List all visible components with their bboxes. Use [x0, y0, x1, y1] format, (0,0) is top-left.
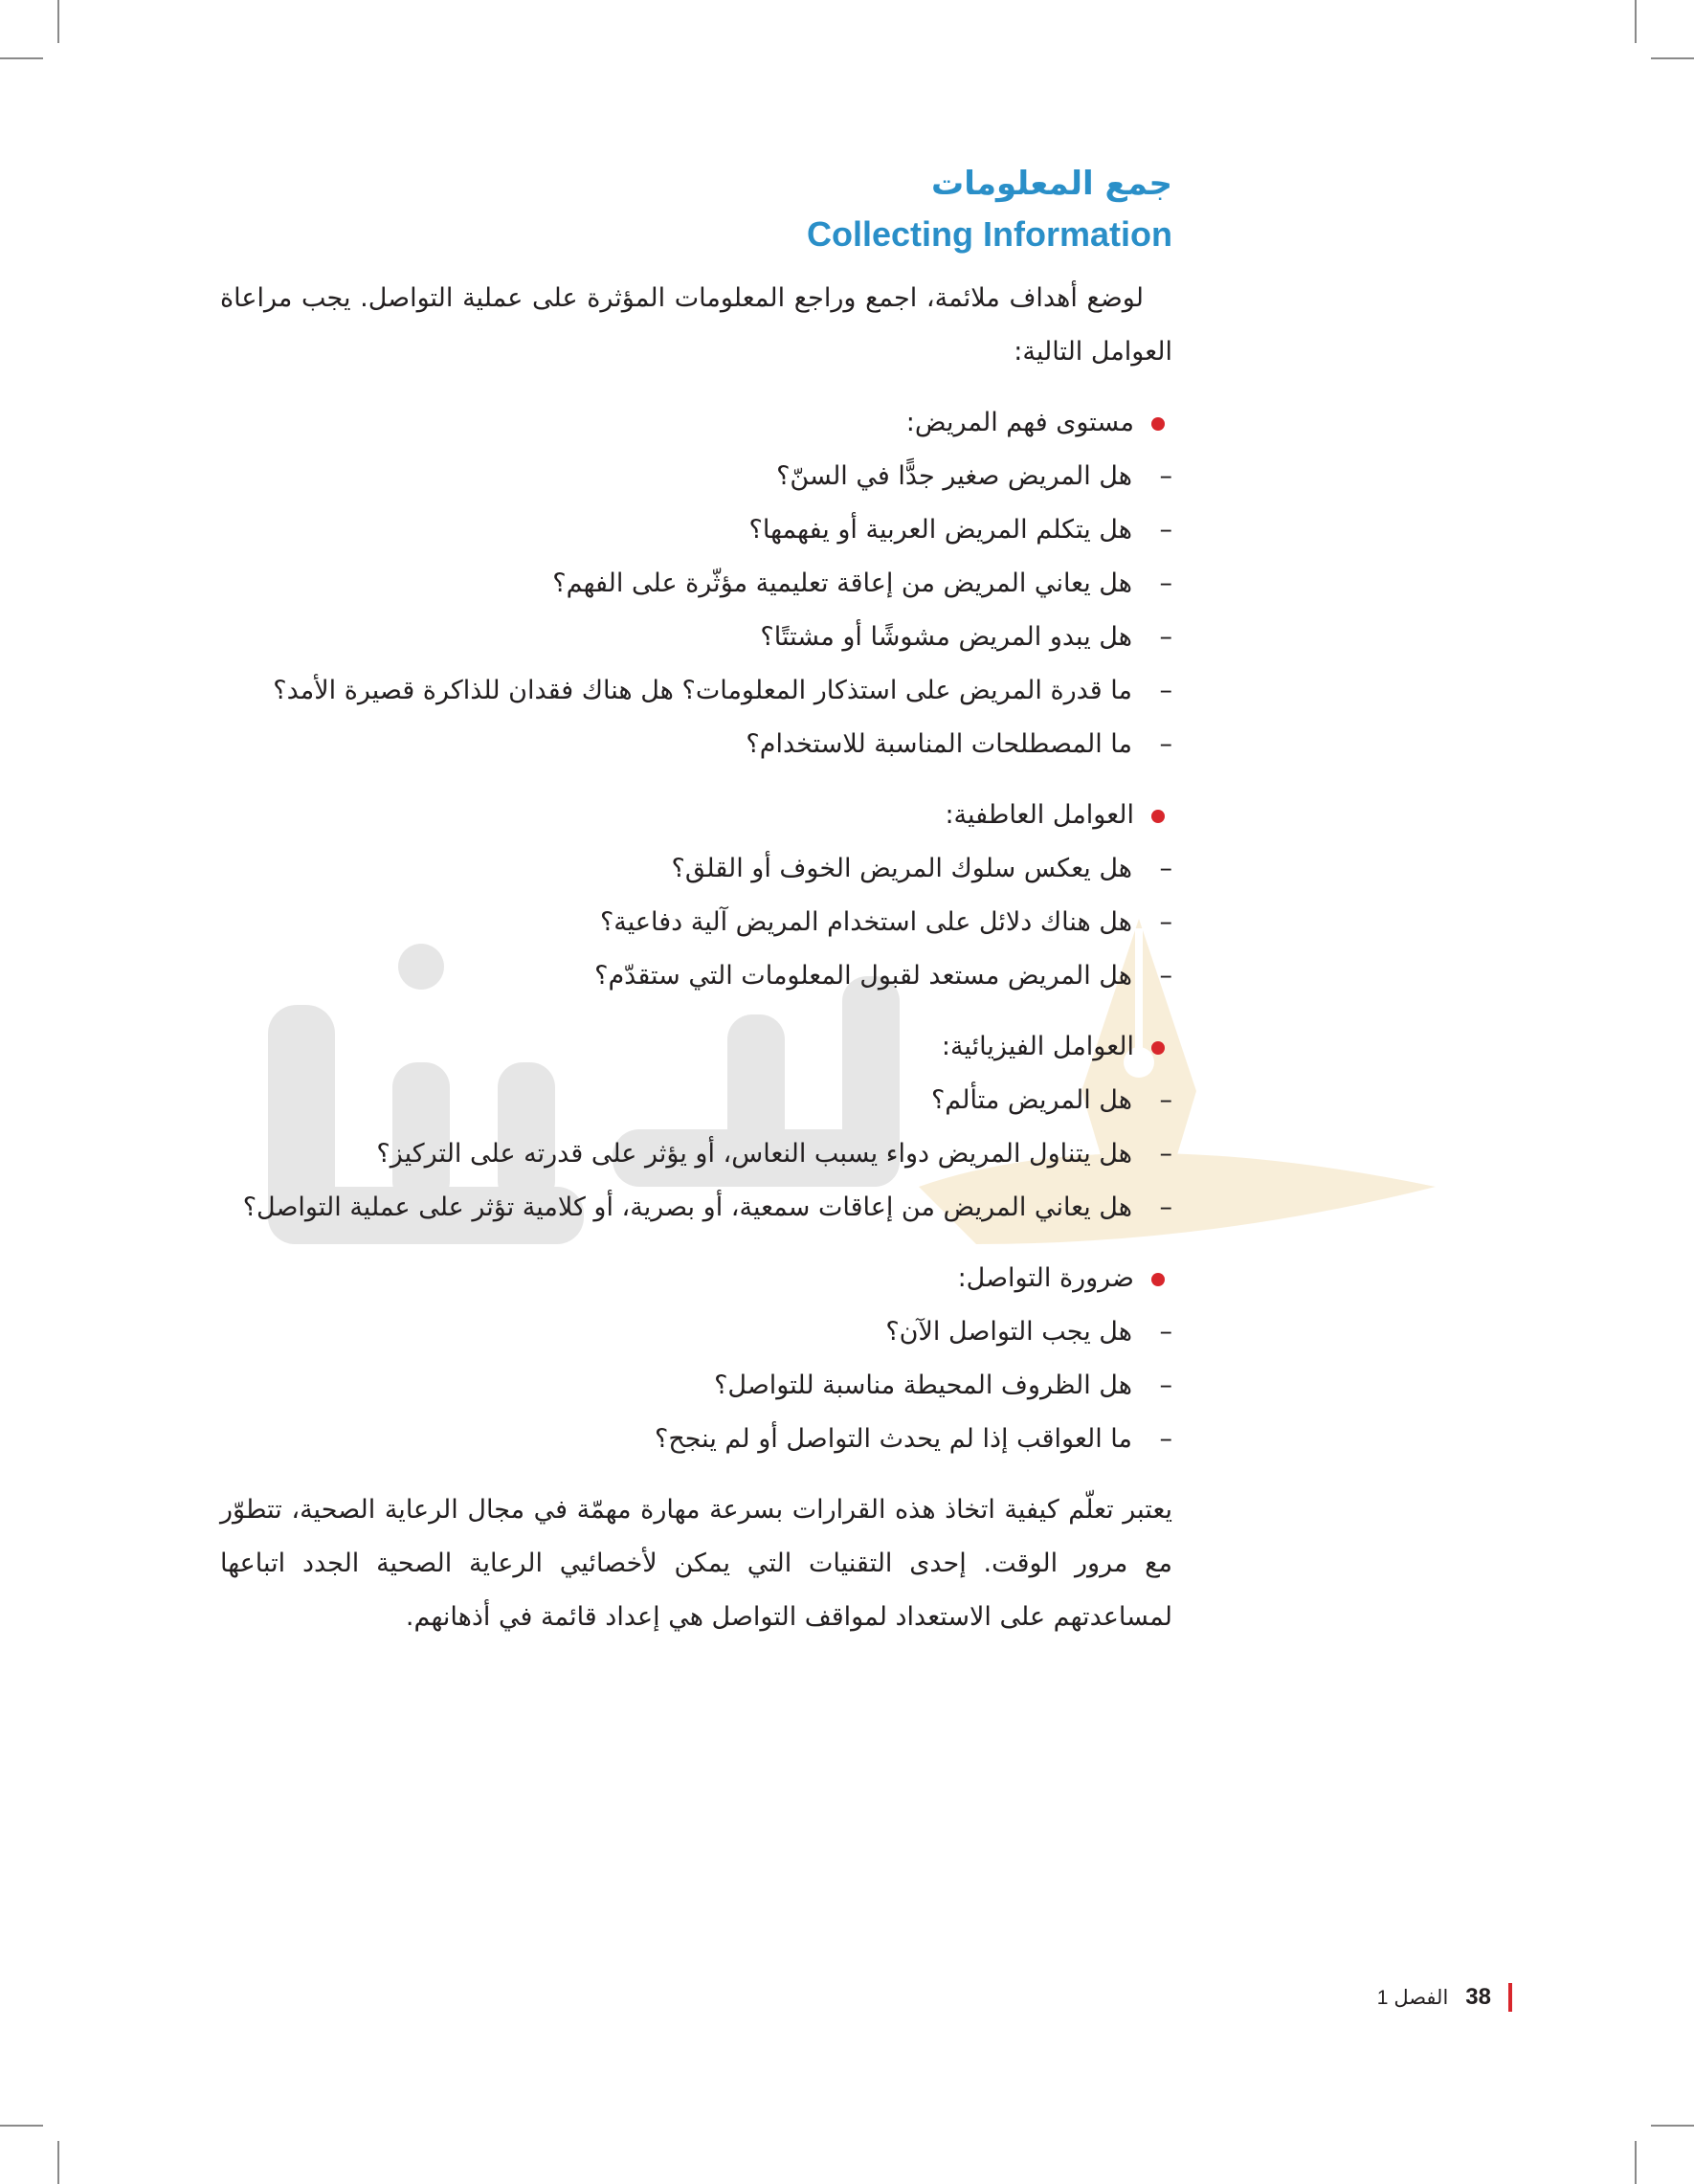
factor-group-title: [220, 1252, 1172, 1305]
dash-icon: –: [1159, 1371, 1172, 1400]
dash-icon: –: [1159, 461, 1172, 491]
factor-group-title: [220, 1020, 1172, 1074]
footer-divider: [1508, 1983, 1512, 2012]
factor-group-title: [220, 396, 1172, 450]
dash-icon: –: [1159, 729, 1172, 759]
factor-group-label: العوامل الفيزيائية:: [941, 1032, 1134, 1061]
question-item: – هل المريض صغير جدًّا في السنّ؟: [220, 450, 1172, 503]
factor-group: [220, 1252, 1172, 1466]
crop-mark: [57, 0, 59, 43]
question-item: – ما قدرة المريض على استذكار المعلومات؟ هل هناك فقدان للذاكرة قصيرة الأمد؟: [220, 664, 1172, 718]
factor-group-title: [220, 789, 1172, 842]
bullet-icon: [1151, 1273, 1165, 1286]
crop-mark: [1635, 0, 1637, 43]
factor-group-label: العوامل العاطفية:: [945, 800, 1134, 830]
dash-icon: –: [1159, 1317, 1172, 1347]
intro-paragraph: لوضع أهداف ملائمة، اجمع وراجع المعلومات المؤثرة على عملية التواصل. يجب مراعاة العوامل التالية:: [220, 283, 1172, 367]
dash-icon: –: [1159, 961, 1172, 991]
dash-icon: –: [1159, 1192, 1172, 1222]
question-item: – هل يجب التواصل الآن؟: [220, 1305, 1172, 1359]
question-item: – هل يعكس سلوك المريض الخوف أو القلق؟: [220, 842, 1172, 896]
crop-mark: [1651, 2125, 1694, 2127]
question-item: – هل يعاني المريض من إعاقة تعليمية مؤثّرة على الفهم؟: [220, 557, 1172, 611]
dash-icon: –: [1159, 854, 1172, 883]
crop-mark: [57, 2141, 59, 2184]
factor-group: [220, 789, 1172, 1003]
question-item: – هل يبدو المريض مشوشًا أو مشتتًا؟: [220, 611, 1172, 664]
question-item: – ما العواقب إذا لم يحدث التواصل أو لم ينجح؟: [220, 1413, 1172, 1466]
dash-icon: –: [1159, 515, 1172, 545]
bullet-icon: [1151, 1041, 1165, 1055]
factor-group-label: ضرورة التواصل:: [957, 1263, 1134, 1293]
dash-icon: –: [1159, 676, 1172, 705]
crop-mark: [1651, 57, 1694, 59]
question-item: – هل المريض مستعد لقبول المعلومات التي ستقدّم؟: [220, 949, 1172, 1003]
factor-group-label: مستوى فهم المريض:: [905, 408, 1134, 437]
page-number: 38: [1465, 1984, 1491, 2010]
factor-group: [220, 1020, 1172, 1235]
dash-icon: –: [1159, 1424, 1172, 1454]
dash-icon: –: [1159, 568, 1172, 598]
closing-paragraph: يعتبر تعلّم كيفية اتخاذ هذه القرارات بسرعة مهارة مهمّة في مجال الرعاية الصحية، تتطوّر مع مرور الوقت. إحدى التقنيات التي يمكن لأخصائيي الرعاية الصحية الجدد اتباعها لمساعدتهم على الاستعداد لمواقف التواصل هي إعداد قائمة في أذهانهم.: [220, 1495, 1172, 1632]
dash-icon: –: [1159, 1139, 1172, 1169]
section-title-arabic: جمع المعلومات: [931, 165, 1172, 203]
bullet-icon: [1151, 417, 1165, 431]
question-item: – هل يعاني المريض من إعاقات سمعية، أو بصرية، أو كلامية تؤثر على عملية التواصل؟: [220, 1181, 1172, 1235]
question-item: – هل يتناول المريض دواء يسبب النعاس، أو يؤثر على قدرته على التركيز؟: [220, 1127, 1172, 1181]
crop-mark: [0, 57, 43, 59]
question-item: – ما المصطلحات المناسبة للاستخدام؟: [220, 718, 1172, 771]
question-item: – هل يتكلم المريض العربية أو يفهمها؟: [220, 503, 1172, 557]
page-footer: [1377, 1983, 1512, 2012]
main-content: [220, 163, 1172, 1644]
question-item: – هل المريض متألم؟: [220, 1074, 1172, 1127]
crop-mark: [0, 2125, 43, 2127]
question-item: – هل الظروف المحيطة مناسبة للتواصل؟: [220, 1359, 1172, 1413]
question-item: – هل هناك دلائل على استخدام المريض آلية دفاعية؟: [220, 896, 1172, 949]
dash-icon: –: [1159, 622, 1172, 652]
factor-group: [220, 396, 1172, 771]
dash-icon: –: [1159, 1085, 1172, 1115]
crop-mark: [1635, 2141, 1637, 2184]
section-title-english: Collecting Information: [807, 214, 1172, 254]
dash-icon: –: [1159, 907, 1172, 937]
chapter-label: الفصل 1: [1376, 1986, 1449, 2009]
bullet-icon: [1151, 810, 1165, 823]
